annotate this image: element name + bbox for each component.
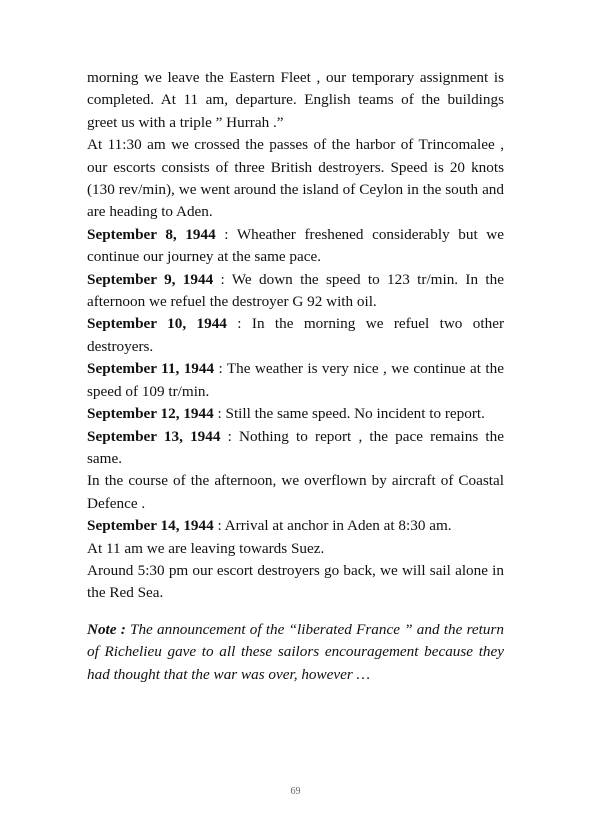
paragraph-text: At 11 am we are leaving towards Suez. xyxy=(87,539,325,557)
entry-september-9 xyxy=(87,269,504,314)
paragraph-departure xyxy=(87,67,504,134)
paragraph-text: morning we leave the Eastern Fleet , our temporary assignment is completed. At 11 am, departure. English teams of the buildings greet us with a triple ” Hurrah .” xyxy=(87,69,504,131)
entry-september-14 xyxy=(87,515,504,537)
paragraph-red-sea xyxy=(87,560,504,605)
entry-september-11 xyxy=(87,358,504,403)
note-text: The announcement of the “liberated France ” and the return of Richelieu gave to all these sailors encouragement because they had thought that the war was over, however … xyxy=(87,620,504,683)
entry-text: : The weather is very nice , we continue at the speed of 109 tr/min. xyxy=(87,360,504,400)
paragraph-trincomalee xyxy=(87,134,504,224)
entry-september-10 xyxy=(87,313,504,358)
entry-text: : Arrival at anchor in Aden at 8:30 am. xyxy=(213,517,452,535)
entry-september-13 xyxy=(87,426,504,471)
paragraph-text: In the course of the afternoon, we overflown by aircraft of Coastal Defence . xyxy=(87,472,504,512)
entry-date: September 11, 1944 xyxy=(87,360,215,378)
entry-text: : Still the same speed. No incident to report. xyxy=(213,405,485,423)
entry-september-12 xyxy=(87,403,504,425)
paragraph-text: Around 5:30 pm our escort destroyers go back, we will sail alone in the Red Sea. xyxy=(87,561,504,602)
note-label: Note : xyxy=(87,620,126,638)
entry-date: September 12, 1944 xyxy=(87,405,214,423)
paragraph-aircraft xyxy=(87,470,504,515)
entry-text: : Wheather freshened considerably but we continue our journey at the same pace. xyxy=(87,225,504,266)
entry-text: : We down the speed to 123 tr/min. In the afternoon we refuel the destroyer G 92 with oil. xyxy=(87,270,504,311)
entry-date: September 8, 1944 xyxy=(87,225,216,243)
entry-text: : Nothing to report , the pace remains the same. xyxy=(87,427,504,467)
entry-date: September 9, 1944 xyxy=(87,270,214,288)
entry-date: September 10, 1944 xyxy=(87,315,227,333)
paragraph-suez xyxy=(87,538,504,560)
entry-date: September 13, 1944 xyxy=(87,427,221,445)
entry-september-8 xyxy=(87,224,504,269)
page-number: 69 xyxy=(290,786,301,797)
paragraph-text: At 11:30 am we crossed the passes of the harbor of Trincomalee , our escorts consists of three British destroyers. Speed is 20 knots (130 rev/min), we went around the island of Ceylon in the south and are heading to Aden. xyxy=(87,136,504,221)
note-paragraph xyxy=(87,619,504,686)
entry-text: : In the morning we refuel two other destroyers. xyxy=(87,315,504,355)
entry-date: September 14, 1944 xyxy=(87,517,214,535)
document-body xyxy=(87,67,504,701)
